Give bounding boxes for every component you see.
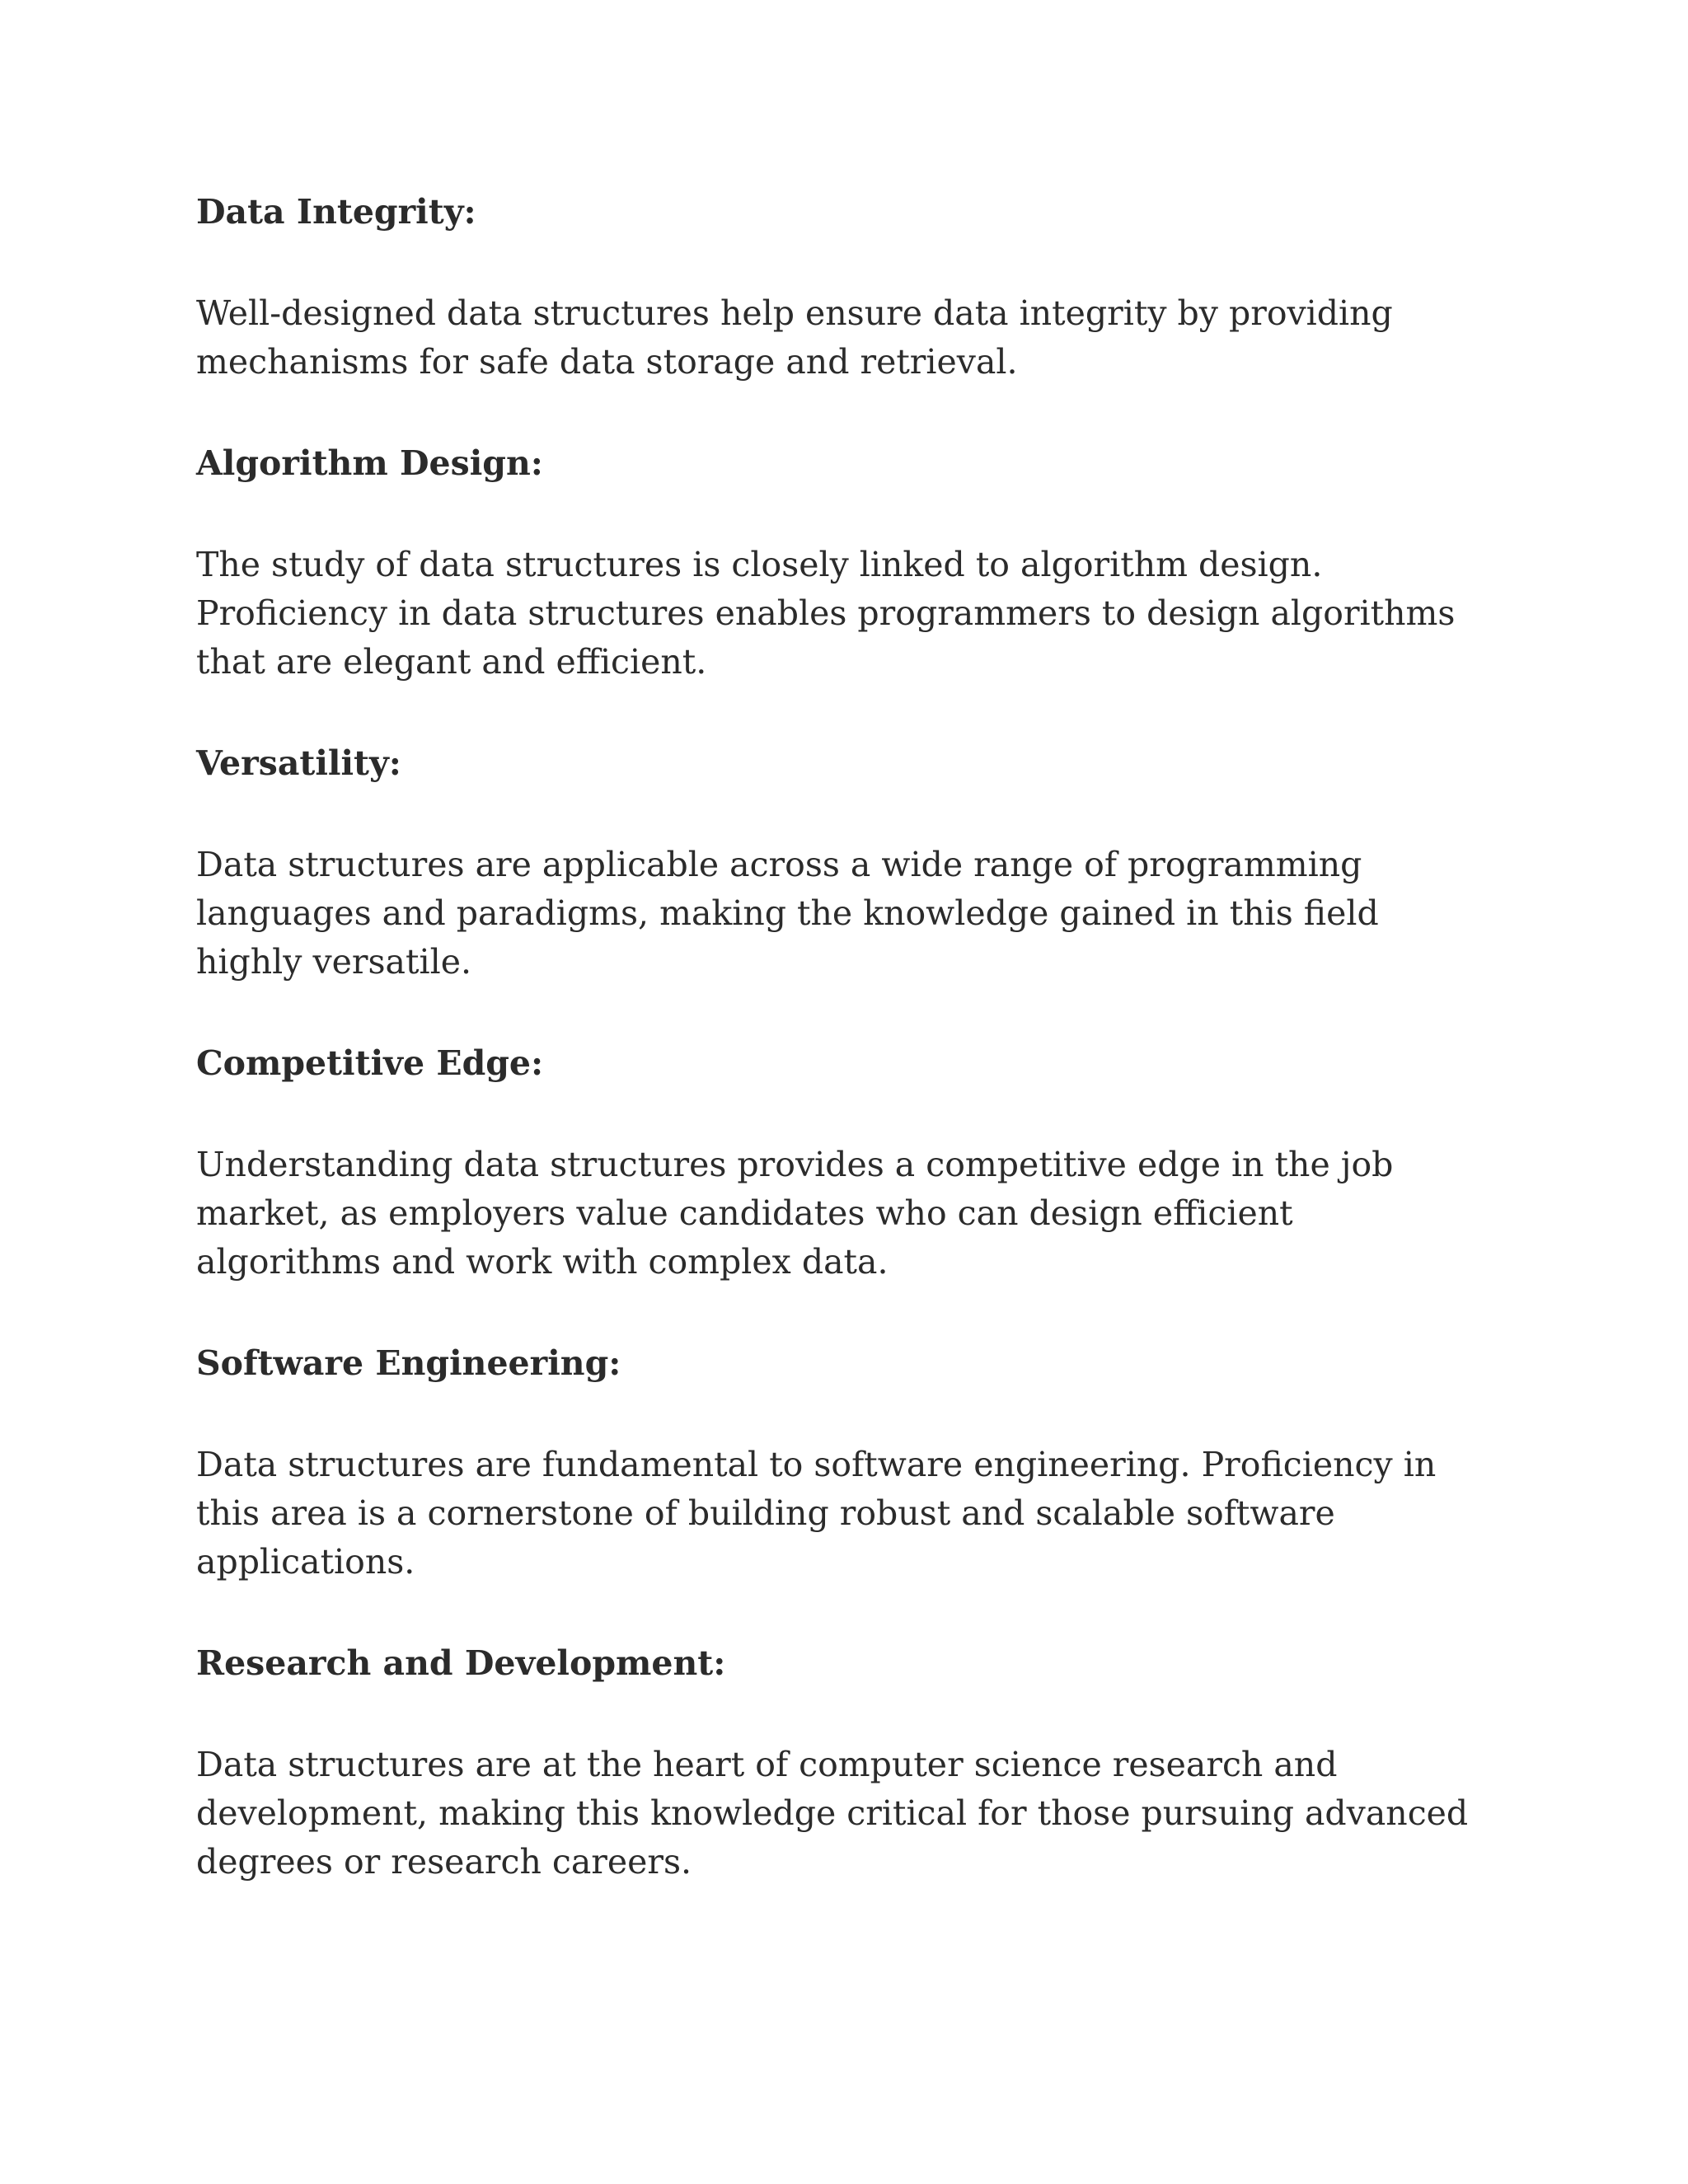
section-body-versatility: Data structures are applicable across a wide range of programming languages and paradigms, making the knowledge gained in this field highly versatile. (196, 845, 1379, 982)
section-body-competitive-edge: Understanding data structures provides a competitive edge in the job market, as employers value candidates who can design efficient algorithms and work with complex data. (196, 1145, 1394, 1282)
section-body-algorithm-design: The study of data structures is closely linked to algorithm design. Proficiency in data structures enables programmers to design algorithms that are elegant and efficient. (196, 545, 1456, 682)
section-heading-data-integrity: Data Integrity: (196, 192, 476, 232)
section-heading-research-and-development: Research and Development: (196, 1643, 726, 1683)
section-body-research-and-development: Data structures are at the heart of computer science research and development, making this knowledge critical for those pursuing advanced degrees or research careers. (196, 1745, 1469, 1882)
document-content (196, 188, 1482, 1886)
section-heading-competitive-edge: Competitive Edge: (196, 1043, 544, 1083)
section-heading-algorithm-design: Algorithm Design: (196, 443, 543, 483)
section-heading-versatility: Versatility: (196, 743, 401, 783)
section-heading-software-engineering: Software Engineering: (196, 1343, 621, 1383)
section-body-data-integrity: Well-designed data structures help ensure data integrity by providing mechanisms for safe data storage and retrieval. (196, 293, 1393, 382)
section-body-software-engineering: Data structures are fundamental to software engineering. Proficiency in this area is a cornerstone of building robust and scalable software applications. (196, 1445, 1437, 1582)
